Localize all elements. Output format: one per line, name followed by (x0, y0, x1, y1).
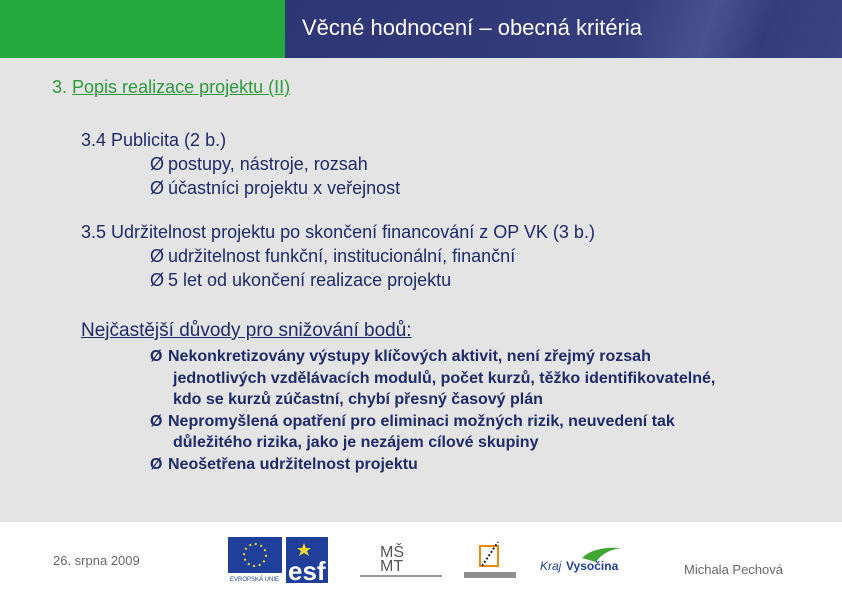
reasons-heading: Nejčastější důvody pro snižování bodů: (81, 320, 412, 341)
arrow-bullet-icon: Ø (150, 154, 165, 174)
kraj-vysocina-logo (538, 544, 628, 576)
section-heading: 3. Popis realizace projektu (II) (52, 77, 291, 97)
section-title: Popis realizace projektu (II) (72, 77, 291, 97)
svg-text:MT: MT (380, 558, 404, 575)
bullet: Ø postupy, nástroje, rozsah (150, 154, 368, 174)
svg-text:Kraj: Kraj (540, 559, 562, 573)
footer-author: Michala Pechová (684, 562, 783, 577)
opvk-logo (462, 540, 518, 582)
header-green-block (0, 0, 285, 58)
reason-bullet: Ø Nekonkretizovány výstupy klíčových aktivit, není zřejmý rozsah jednotlivých vzdělávacích modulů, počet kurzů, těžko identifikovatelné, kdo se kurzů zúčastní, chybí přesný časový plán Ø Nepromyšlená opatření pro eliminaci možných rizik, neuvedení tak důležitého rizika, jako je nezájem cílové skupiny Ø Neošetřena udržitelnost projektu (150, 346, 715, 475)
arrow-bullet-icon: Ø (150, 455, 163, 473)
footer-date: 26. srpna 2009 (53, 553, 140, 568)
svg-text:MŠ: MŠ (380, 544, 404, 561)
item-heading-publicity: 3.4 Publicita (2 b.) (81, 130, 227, 150)
msmt-logo (358, 537, 444, 581)
arrow-bullet-icon: Ø (150, 348, 163, 365)
arrow-bullet-icon: Ø (150, 246, 165, 266)
bullet: Ø účastníci projektu x veřejnost (150, 178, 401, 198)
arrow-bullet-icon: Ø (150, 270, 165, 290)
arrow-bullet-icon: Ø (150, 178, 165, 198)
arrow-bullet-icon: Ø (150, 412, 163, 430)
svg-text:esf: esf (288, 556, 326, 583)
svg-text:EVROPSKÁ UNIE: EVROPSKÁ UNIE (230, 577, 280, 583)
slide-content (0, 58, 842, 522)
slide-title: Věcné hodnocení – obecná kritéria (302, 15, 643, 40)
item-heading-sustainability: 3.5 Udržitelnost projektu po skončení financování z OP VK (3 b.) (81, 222, 595, 242)
svg-text:Vysočina: Vysočina (566, 559, 619, 573)
bullet: Ø udržitelnost funkční, institucionální, finanční (150, 246, 516, 266)
eu-esf-logo (228, 537, 336, 583)
bullet: Ø 5 let od ukončení realizace projektu (150, 270, 452, 290)
